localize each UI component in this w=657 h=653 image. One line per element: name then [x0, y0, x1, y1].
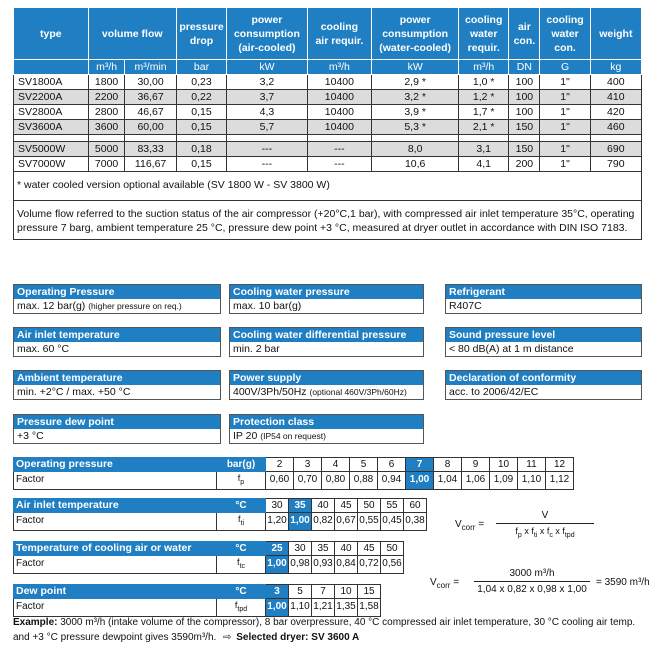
- table-cell: 3,7: [227, 90, 307, 105]
- factor-input-cell: 30: [289, 542, 312, 556]
- prop-title: Air inlet temperature: [14, 328, 220, 342]
- table-cell: 1": [540, 75, 590, 90]
- factor-row-label: Factor: [14, 513, 217, 531]
- prop-value: max. 10 bar(g): [233, 300, 302, 312]
- factor-unit: bar(g): [217, 458, 266, 472]
- factor-input-cell: 12: [546, 458, 574, 472]
- formula2-denominator: 1,04 x 0,82 x 0,98 x 1,00: [477, 584, 587, 595]
- factor-label: Dew point: [14, 585, 217, 599]
- factor-cell: 1,00: [266, 556, 289, 574]
- formula1-lhs: $V_{corr}$ =: [455, 519, 485, 532]
- unit-cell: [14, 60, 89, 75]
- factor-cell: 0,67: [335, 513, 358, 531]
- unit-cell: m³/h: [307, 60, 372, 75]
- factor-cell: 0,60: [266, 472, 294, 490]
- prop-operating-pressure: [13, 284, 221, 314]
- factor-cell: 0,98: [289, 556, 312, 574]
- spec-header-6: cooling water requir.: [459, 8, 509, 60]
- table-cell: 60,00: [125, 120, 176, 135]
- table-cell: 1,2 *: [459, 90, 509, 105]
- table-row: [14, 120, 642, 135]
- table-cell: 3,9 *: [372, 105, 459, 120]
- prop-title: Pressure dew point: [14, 415, 220, 429]
- factor-cell: 1,00: [266, 599, 289, 617]
- table-cell: 3600: [88, 120, 125, 135]
- table-gap-row: [14, 135, 642, 142]
- prop-value: min. +2°C / max. +50 °C: [17, 386, 131, 398]
- table-cell: 1,0 *: [459, 75, 509, 90]
- spec-header-7: air con.: [509, 8, 540, 60]
- factor-cell: 1,10: [289, 599, 312, 617]
- table-cell: 3,2 *: [372, 90, 459, 105]
- table-cell: 2,9 *: [372, 75, 459, 90]
- prop-sound-pressure: [445, 327, 642, 357]
- factor-input-cell: 5: [289, 585, 312, 599]
- unit-cell: DN: [509, 60, 540, 75]
- factor-input-cell: 60: [404, 499, 427, 513]
- unit-cell: G: [540, 60, 590, 75]
- table-cell: 1": [540, 105, 590, 120]
- factor-input-cell: 45: [358, 542, 381, 556]
- table-row: [14, 157, 642, 172]
- unit-cell: kW: [227, 60, 307, 75]
- table-cell: 1": [540, 157, 590, 172]
- prop-note: (higher pressure on req.): [88, 301, 182, 311]
- prop-title: Operating Pressure: [14, 285, 220, 299]
- table-cell: ---: [307, 142, 372, 157]
- factor-value-row: [14, 542, 404, 556]
- table-row: [14, 90, 642, 105]
- prop-title: Refrigerant: [446, 285, 641, 299]
- prop-value: R407C: [449, 300, 482, 312]
- factor-symbol: $f_{ti}$: [217, 513, 266, 531]
- factor-cell: 0,88: [350, 472, 378, 490]
- spec-header-row: [14, 8, 642, 60]
- prop-ambient-temperature: [13, 370, 221, 400]
- table-cell: 2800: [88, 105, 125, 120]
- table-cell: ---: [227, 157, 307, 172]
- arrow-icon: ⇨: [223, 632, 232, 643]
- factor-cell: 0,94: [378, 472, 406, 490]
- table-cell: 5,3 *: [372, 120, 459, 135]
- table-cell: ---: [307, 157, 372, 172]
- factor-input-cell: 30: [266, 499, 289, 513]
- factor-symbol: $f_p$: [217, 472, 266, 490]
- factor-row: [14, 472, 574, 490]
- factor-label: Operating pressure: [14, 458, 217, 472]
- table-footnote: * water cooled version optional available (SV 1800 W - SV 3800 W): [14, 172, 642, 201]
- formula2-numerator: 3000 m³/h: [509, 568, 555, 579]
- factor-cell: 1,10: [518, 472, 546, 490]
- table-cell: 10400: [307, 90, 372, 105]
- type-cell: SV1800A: [14, 75, 89, 90]
- prop-value: 400V/3Ph/50Hz: [233, 386, 307, 398]
- spec-header-2: pressure drop: [176, 8, 227, 60]
- table-cell: 100: [509, 75, 540, 90]
- table-cell: 1,7 *: [459, 105, 509, 120]
- table-cell: 1": [540, 142, 590, 157]
- factor-input-cell: 3: [294, 458, 322, 472]
- factor-input-cell: 4: [322, 458, 350, 472]
- table-cell: 690: [590, 142, 641, 157]
- table-cell: 790: [590, 157, 641, 172]
- factor-cell: 1,12: [546, 472, 574, 490]
- factor-unit: °C: [217, 542, 266, 556]
- table-cell: 4,1: [459, 157, 509, 172]
- factor-cell: 0,80: [322, 472, 350, 490]
- factor-input-cell: 7: [312, 585, 335, 599]
- factor-cell: 1,04: [434, 472, 462, 490]
- factor-value-row: [14, 458, 574, 472]
- prop-cooling-water-pressure: [229, 284, 424, 314]
- factor-cell: 1,20: [266, 513, 289, 531]
- table-cell: 46,67: [125, 105, 176, 120]
- spec-header-1: volume flow: [88, 8, 176, 60]
- factor-cell: 1,35: [335, 599, 358, 617]
- prop-power-supply: [229, 370, 424, 400]
- factor-input-cell: 35: [289, 499, 312, 513]
- factor-cell: 0,56: [381, 556, 404, 574]
- prop-title: Ambient temperature: [14, 371, 220, 385]
- factor-table-air-inlet-temperature: [13, 498, 427, 531]
- table-cell: 10400: [307, 120, 372, 135]
- factor-row-label: Factor: [14, 556, 217, 574]
- table-cell: 0,15: [176, 157, 227, 172]
- factor-input-cell: 50: [358, 499, 381, 513]
- factor-cell: 1,58: [358, 599, 381, 617]
- prop-pressure-dew-point: [13, 414, 221, 444]
- unit-cell: m³/h: [459, 60, 509, 75]
- table-note: Volume flow referred to the suction status of the air compressor (+20°C,1 bar), with compressed air inlet temperature 35°C, operating pressure 7 barg, ambient temperature 25 °C, pressure dew point +3 °C, measured at dryer outlet in accordance with DIN ISO 7183.: [14, 201, 642, 240]
- factor-input-cell: 35: [312, 542, 335, 556]
- factor-cell: 1,21: [312, 599, 335, 617]
- formula1-fraction: [496, 510, 594, 539]
- table-cell: 100: [509, 105, 540, 120]
- factor-cell: 0,82: [312, 513, 335, 531]
- table-cell: 0,15: [176, 120, 227, 135]
- formula2-fraction: [474, 568, 590, 595]
- prop-title: Power supply: [230, 371, 423, 385]
- table-cell: 420: [590, 105, 641, 120]
- table-cell: 410: [590, 90, 641, 105]
- table-cell: 460: [590, 120, 641, 135]
- prop-title: Sound pressure level: [446, 328, 641, 342]
- type-cell: SV2800A: [14, 105, 89, 120]
- type-cell: SV7000W: [14, 157, 89, 172]
- factor-cell: 1,00: [289, 513, 312, 531]
- formula2-lhs: $V_{corr}$ =: [430, 577, 460, 590]
- table-cell: 30,00: [125, 75, 176, 90]
- unit-cell: bar: [176, 60, 227, 75]
- factor-unit: °C: [217, 585, 266, 599]
- table-cell: 1800: [88, 75, 125, 90]
- spec-units-row: [14, 60, 642, 75]
- prop-note: (IP54 on request): [260, 431, 326, 441]
- prop-air-inlet-temperature: [13, 327, 221, 357]
- factor-cell: 0,93: [312, 556, 335, 574]
- spec-body: [14, 75, 642, 240]
- table-cell: 10400: [307, 75, 372, 90]
- type-cell: SV2200A: [14, 90, 89, 105]
- table-cell: 3,2: [227, 75, 307, 90]
- factor-unit: °C: [217, 499, 266, 513]
- unit-cell: kg: [590, 60, 641, 75]
- spec-table: [13, 7, 642, 240]
- factor-value-row: [14, 499, 427, 513]
- table-cell: 2,1 *: [459, 120, 509, 135]
- table-row: [14, 142, 642, 157]
- prop-refrigerant: [445, 284, 642, 314]
- spec-header-0: type: [14, 8, 89, 60]
- prop-value: acc. to 2006/42/EC: [449, 386, 539, 398]
- factor-input-cell: 40: [335, 542, 358, 556]
- table-cell: 150: [509, 142, 540, 157]
- factor-input-cell: 50: [381, 542, 404, 556]
- table-row: [14, 105, 642, 120]
- factor-cell: 0,55: [358, 513, 381, 531]
- factor-row-label: Factor: [14, 472, 217, 490]
- table-cell: 0,22: [176, 90, 227, 105]
- factor-cell: 0,38: [404, 513, 427, 531]
- prop-value: +3 °C: [17, 430, 44, 442]
- prop-note: (optional 460V/3Ph/60Hz): [309, 387, 407, 397]
- factor-row: [14, 513, 427, 531]
- factor-input-cell: 8: [434, 458, 462, 472]
- factor-input-cell: 55: [381, 499, 404, 513]
- prop-title: Protection class: [230, 415, 423, 429]
- prop-value: max. 60 °C: [17, 343, 70, 355]
- table-cell: 36,67: [125, 90, 176, 105]
- prop-title: Declaration of conformity: [446, 371, 641, 385]
- factor-cell: 0,84: [335, 556, 358, 574]
- factor-cell: 1,09: [490, 472, 518, 490]
- prop-title: Cooling water pressure: [230, 285, 423, 299]
- unit-cell: kW: [372, 60, 459, 75]
- prop-declaration: [445, 370, 642, 400]
- factor-input-cell: 9: [462, 458, 490, 472]
- factor-row: [14, 599, 381, 617]
- table-cell: 5000: [88, 142, 125, 157]
- table-cell: 83,33: [125, 142, 176, 157]
- factor-cell: 1,00: [406, 472, 434, 490]
- prop-value: max. 12 bar(g): [17, 300, 86, 312]
- factor-input-cell: 10: [335, 585, 358, 599]
- table-cell: 10400: [307, 105, 372, 120]
- factor-input-cell: 45: [335, 499, 358, 513]
- table-cell: 0,18: [176, 142, 227, 157]
- spec-header-8: cooling water con.: [540, 8, 590, 60]
- formula2-result: = 3590 m³/h: [596, 577, 650, 588]
- prop-title: Cooling water differential pressure: [230, 328, 423, 342]
- table-cell: 116,67: [125, 157, 176, 172]
- factor-value-row: [14, 585, 381, 599]
- table-cell: 2200: [88, 90, 125, 105]
- table-cell: 10,6: [372, 157, 459, 172]
- spec-header-5: power consumption (water-cooled): [372, 8, 459, 60]
- example-selected: Selected dryer: SV 3600 A: [236, 632, 360, 643]
- factor-row-label: Factor: [14, 599, 217, 617]
- example-text: [13, 615, 649, 645]
- factor-label: Temperature of cooling air or water: [14, 542, 217, 556]
- table-row: [14, 75, 642, 90]
- factor-table-dew-point: [13, 584, 381, 617]
- formula1-numerator: V: [541, 510, 549, 521]
- factor-input-cell: 11: [518, 458, 546, 472]
- table-cell: 100: [509, 90, 540, 105]
- table-cell: ---: [227, 142, 307, 157]
- example-label: Example:: [13, 617, 58, 628]
- example-body: 3000 m³/h (intake volume of the compressor), 8 bar overpressure, 40 °C compressed air inlet temperature, 30 °C cooling air temp. and +3 °C pressure dewpoint gives 3590m³/h.: [13, 617, 636, 643]
- factor-input-cell: 3: [266, 585, 289, 599]
- table-cell: 5,7: [227, 120, 307, 135]
- table-cell: 4,3: [227, 105, 307, 120]
- factor-symbol: $f_{tpd}$: [217, 599, 266, 617]
- prop-value: min. 2 bar: [233, 343, 280, 355]
- spec-header-3: power consumption (air-cooled): [227, 8, 307, 60]
- type-cell: SV5000W: [14, 142, 89, 157]
- unit-cell: m³/min: [125, 60, 176, 75]
- factor-input-cell: 25: [266, 542, 289, 556]
- prop-value: IP 20: [233, 430, 258, 442]
- factor-input-cell: 7: [406, 458, 434, 472]
- factor-cell: 0,70: [294, 472, 322, 490]
- table-cell: 150: [509, 120, 540, 135]
- table-cell: 400: [590, 75, 641, 90]
- type-cell: SV3600A: [14, 120, 89, 135]
- prop-value: < 80 dB(A) at 1 m distance: [449, 343, 574, 355]
- factor-label: Air inlet temperature: [14, 499, 217, 513]
- factor-table-cooling-temperature: [13, 541, 404, 574]
- table-cell: 8,0: [372, 142, 459, 157]
- formula1-denominator: $f_p$ x $f_{ti}$ x $f_c$ x $f_{tpd}$: [515, 526, 575, 539]
- factor-input-cell: 5: [350, 458, 378, 472]
- factor-input-cell: 10: [490, 458, 518, 472]
- factor-cell: 0,45: [381, 513, 404, 531]
- spec-header-4: cooling air requir.: [307, 8, 372, 60]
- table-cell: 0,23: [176, 75, 227, 90]
- spec-header-9: weight: [590, 8, 641, 60]
- table-cell: 0,15: [176, 105, 227, 120]
- factor-row: [14, 556, 404, 574]
- prop-cooling-water-diff-pressure: [229, 327, 424, 357]
- factor-input-cell: 40: [312, 499, 335, 513]
- table-cell: 1": [540, 120, 590, 135]
- unit-cell: m³/h: [88, 60, 125, 75]
- table-cell: 7000: [88, 157, 125, 172]
- table-cell: 200: [509, 157, 540, 172]
- factor-symbol: $f_{tc}$: [217, 556, 266, 574]
- factor-input-cell: 15: [358, 585, 381, 599]
- prop-protection-class: [229, 414, 424, 444]
- factor-cell: 0,72: [358, 556, 381, 574]
- factor-table-operating-pressure: [13, 457, 574, 490]
- factor-cell: 1,06: [462, 472, 490, 490]
- table-cell: 3,1: [459, 142, 509, 157]
- factor-input-cell: 6: [378, 458, 406, 472]
- factor-input-cell: 2: [266, 458, 294, 472]
- table-cell: 1": [540, 90, 590, 105]
